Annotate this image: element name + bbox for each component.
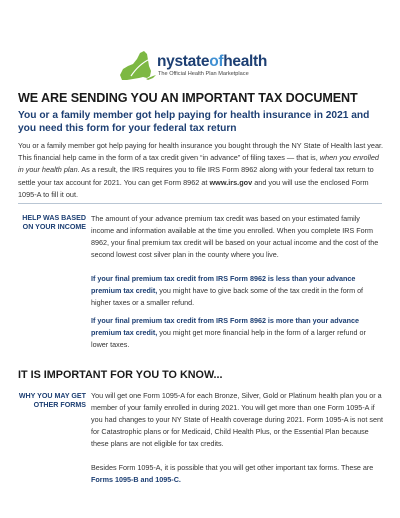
section-title-important: IT IS IMPORTANT FOR YOU TO KNOW... bbox=[18, 369, 223, 381]
logo-tagline: The Official Health Plan Marketplace bbox=[158, 71, 249, 77]
income-paragraph: The amount of your advance premium tax credit was based on your estimated family income and information available at the time you enrolled. When you complete IRS Form 8962, your final premium tax credit will be based on your actual income and the cost of the second lowest cost silver plan in the county where you live. bbox=[91, 214, 379, 259]
help-income-label: HELP WAS BASED ON YOUR INCOME bbox=[22, 214, 86, 232]
page-subtitle: You or a family member got help paying for health insurance in 2021 and you need this form for your federal tax return bbox=[18, 110, 370, 135]
other-forms-label: WHY YOU MAY GET OTHER FORMS bbox=[18, 392, 86, 410]
logo-wordmark: nystateofhealth bbox=[157, 53, 268, 70]
new-york-state-map-icon bbox=[117, 49, 157, 87]
more-credit-paragraph: If your final premium tax credit from IRS Form 8962 is more than your advance premium tax credit, you might get more financial help in the form of a larger refund or lower taxes. bbox=[91, 316, 366, 349]
less-credit-paragraph: If your final premium tax credit from IRS Form 8962 is less than your advance premium tax credit, you might have to give back some of the tax credit in the form of higher taxes or a smaller refund. bbox=[91, 274, 364, 307]
section-divider bbox=[18, 203, 382, 204]
other-forms-paragraph: Besides Form 1095-A, it is possible that you will get other important tax forms. These are Forms 1095-B and 1095-C. bbox=[91, 463, 374, 484]
page-title: WE ARE SENDING YOU AN IMPORTANT TAX DOCUMENT bbox=[18, 91, 358, 105]
intro-paragraph: You or a family member got help paying for health insurance you bought through the NY State of Health last year. This financial help came in the form of a tax credit given “in advance” of filing taxes — that is, when you enrolled in your health plan. As a result, the IRS requires you to file IRS Form 8962 along with your federal tax return to settle your tax account for 2021. You can get Form 8962 at www.irs.gov and you will use the enclosed Form 1095-A to fill it out. bbox=[18, 141, 384, 199]
nystateofhealth-logo bbox=[117, 49, 287, 89]
form-1095a-paragraph: You will get one Form 1095-A for each Bronze, Silver, Gold or Platinum health plan you or a member of your family enrolled in during 2021. You will get more than one Form 1095-A if you had changes to your NY State of Health coverage during 2021. Form 1095-A is not sent for Catastrophic plans or for Medicaid, Child Health Plus, or the Essential Plan because these plans are not eligible for tax credits. bbox=[91, 391, 383, 448]
